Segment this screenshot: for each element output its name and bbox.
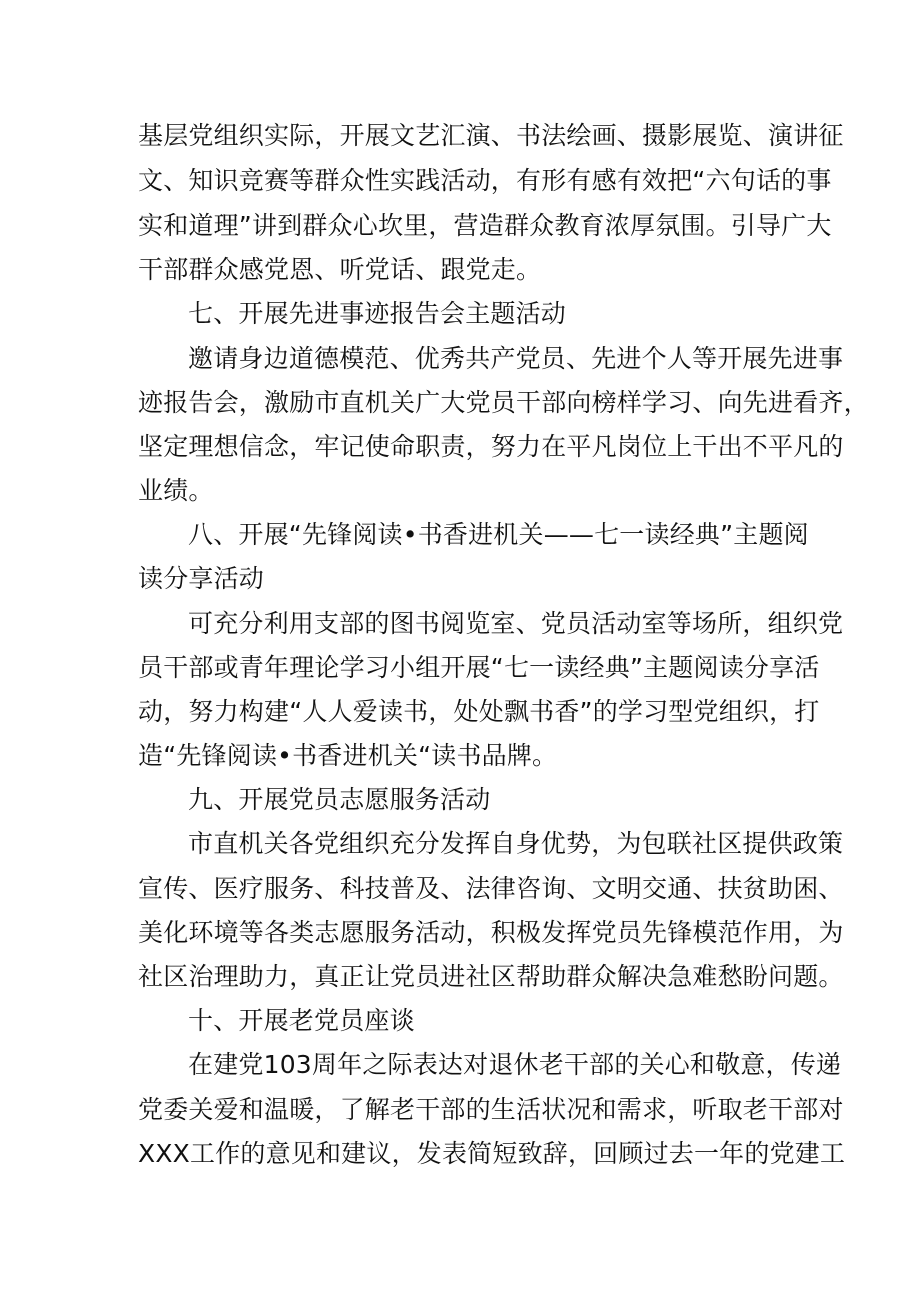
paragraph-line: 坚定理想信念，牢记使命职责，努力在平凡岗位上干出不平凡的 bbox=[138, 432, 844, 461]
section-heading: 八、开展“先锋阅读•书香进机关——七一读经典”主题阅 bbox=[188, 520, 809, 549]
paragraph-line: 可充分利用支部的图书阅览室、党员活动室等场所，组织党 bbox=[188, 609, 844, 638]
paragraph-line: 动，努力构建“人人爱读书，处处飘书香”的学习型党组织，打 bbox=[138, 697, 820, 726]
paragraph-line: 迹报告会，激励市直机关广大党员干部向榜样学习、向先进看齐， bbox=[138, 388, 869, 417]
paragraph-line: 干部群众感党恩、听党话、跟党走。 bbox=[138, 255, 542, 284]
section-heading: 九、开展党员志愿服务活动 bbox=[188, 785, 491, 814]
section-heading: 十、开展老党员座谈 bbox=[188, 1006, 415, 1035]
paragraph-line: 市直机关各党组织充分发挥自身优势，为包联社区提供政策 bbox=[188, 829, 844, 858]
paragraph-line: 在建党103周年之际表达对退休老干部的关心和敬意，传递 bbox=[188, 1050, 842, 1079]
paragraph-line: 造“先锋阅读•书香进机关“读书品牌。 bbox=[138, 741, 558, 770]
paragraph-line: 美化环境等各类志愿服务活动，积极发挥党员先锋模范作用，为 bbox=[138, 918, 844, 947]
paragraph-line: 实和道理”讲到群众心坎里，营造群众教育浓厚氛围。引导广大 bbox=[138, 211, 832, 240]
paragraph-line: 基层党组织实际，开展文艺汇演、书法绘画、摄影展览、演讲征 bbox=[138, 121, 844, 150]
paragraph-line: XXX工作的意见和建议，发表简短致辞，回顾过去一年的党建工 bbox=[138, 1139, 846, 1168]
section-heading-continuation: 读分享活动 bbox=[138, 564, 265, 593]
paragraph-line: 邀请身边道德模范、优秀共产党员、先进个人等开展先进事 bbox=[188, 344, 844, 373]
paragraph-line: 业绩。 bbox=[138, 476, 214, 505]
paragraph-line: 宣传、医疗服务、科技普及、法律咨询、文明交通、扶贫助困、 bbox=[138, 874, 844, 903]
section-heading: 七、开展先进事迹报告会主题活动 bbox=[188, 299, 567, 328]
paragraph-line: 社区治理助力，真正让党员进社区帮助群众解决急难愁盼问题。 bbox=[138, 962, 844, 991]
paragraph-line: 文、知识竞赛等群众性实践活动，有形有感有效把“六句话的事 bbox=[138, 166, 832, 195]
paragraph-line: 员干部或青年理论学习小组开展“七一读经典”主题阅读分享活 bbox=[138, 653, 820, 682]
paragraph-line: 党委关爱和温暖，了解老干部的生活状况和需求，听取老干部对 bbox=[138, 1095, 844, 1124]
